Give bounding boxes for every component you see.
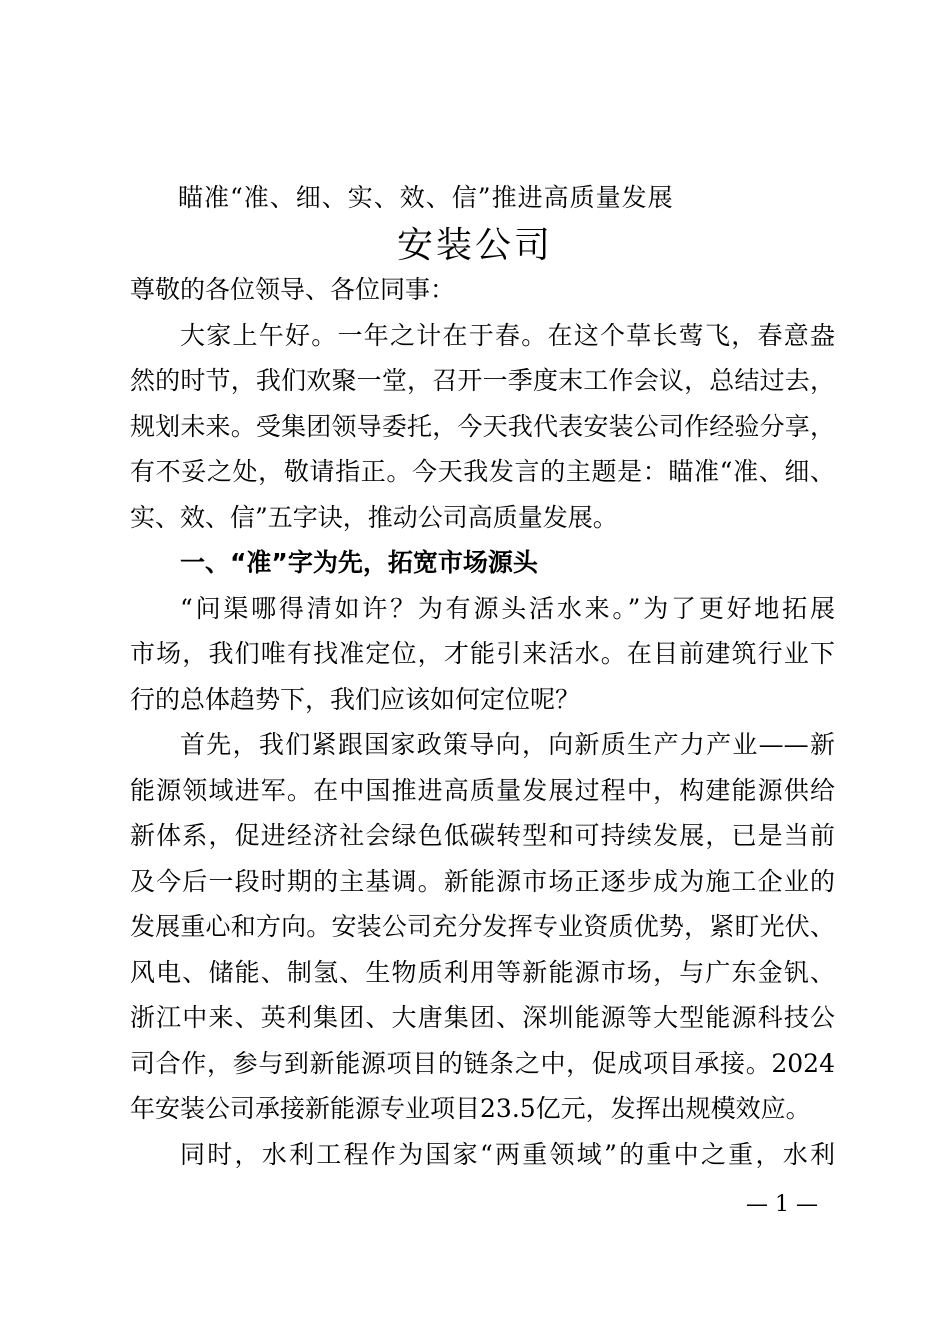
document-body [130,267,835,1177]
paragraph-water-conservancy [130,1132,835,1178]
paragraph-opening [130,313,835,541]
salutation: 尊敬的各位领导、各位同事： [130,275,456,304]
document-subtitle: 瞄准“准、细、实、效、信”推进高质量发展 [178,183,674,212]
text-line: 行的总体趋势下，我们应该如何定位呢？ [130,684,581,714]
text-line: “问渠哪得清如许？为有源头活水来。”为了更好地拓展 [180,593,835,623]
document-organization-title: 安装公司 [396,225,553,266]
text-line: 能源领域进军。在中国推进高质量发展过程中，构建能源供给 [130,775,835,805]
text-line: 司合作，参与到新能源项目的链条之中，促成项目承接。2024 [130,1048,835,1078]
text-line: 新体系，促进经济社会绿色低碳转型和可持续发展，已是当前 [130,821,835,850]
text-line: 年安装公司承接新能源专业项目23.5亿元，发挥出规模效应。 [130,1094,811,1123]
paragraph-quote [130,586,835,723]
text-line: 浙江中来、英利集团、大唐集团、深圳能源等大型能源科技公 [130,1003,835,1032]
text-line: 及今后一段时期的主基调。新能源市场正逐步成为施工企业的 [130,866,835,896]
text-line: 首先，我们紧跟国家政策导向，向新质生产力产业——新 [180,730,835,759]
text-line: 发展重心和方向。安装公司充分发挥专业资质优势，紧盯光伏、 [130,912,835,941]
text-line: 同时，水利工程作为国家“两重领域”的重中之重，水利 [180,1139,835,1169]
text-line: 然的时节，我们欢聚一堂，召开一季度末工作会议，总结过去， [130,366,835,395]
text-line: 有不妥之处，敬请指正。今天我发言的主题是：瞄准“准、细、 [130,457,835,486]
text-line: 规划未来。受集团领导委托，今天我代表安装公司作经验分享， [130,411,835,441]
paragraph-new-energy [130,722,835,1132]
text-line: 风电、储能、制氢、生物质利用等新能源市场，与广东金钒、 [130,957,835,987]
text-line: 市场，我们唯有找准定位，才能引来活水。在目前建筑行业下 [130,639,835,668]
text-line: 大家上午好。一年之计在于春。在这个草长莺飞，春意盎 [180,320,835,350]
text-line: 实、效、信”五字诀，推动公司高质量发展。 [130,502,618,532]
page-number: — 1 — [746,1192,818,1217]
section-heading: 一、“准”字为先，拓宽市场源头 [180,548,538,577]
